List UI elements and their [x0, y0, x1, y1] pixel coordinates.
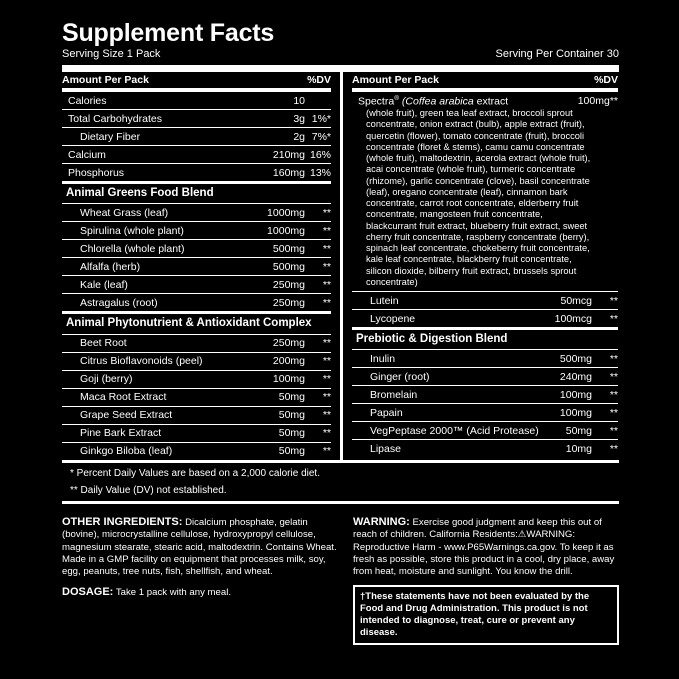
dosage-block — [62, 585, 337, 599]
table-row — [352, 439, 618, 457]
ingredient-amount: 200mg — [272, 355, 305, 368]
ingredient-name: Pine Bark Extract — [80, 427, 162, 440]
blend-title-prebiotic: Prebiotic & Digestion Blend — [352, 327, 618, 349]
bottom-info — [62, 515, 619, 645]
table-row — [62, 275, 331, 293]
nutrient-name: Phosphorus — [68, 166, 125, 179]
ingredient-name: Chlorella (whole plant) — [80, 242, 185, 255]
ingredient-dv: ** — [322, 445, 331, 458]
supplement-facts-panel — [62, 20, 619, 504]
nutrient-dv: 7%* — [311, 130, 331, 143]
table-row — [352, 367, 618, 385]
spectra-ingredient-list: (whole fruit), green tea leaf extract, broccoli sprout concentrate, onion extract (bulb), apple extract (fruit), quercetin (flower), tomato concentrate (fruit), broccoli concentrate (floret & stems), camu camu concentrate (whole fruit), maltodextrin, acerola extract (whole fruit), acai concentrate (whole fruit), turmeric concentrate (rhizome), garlic concentrate (clove), basil concentrate (leaf), oregano concentrate (leaf), cinnamon bark concentrate, carrot root concentrate, elderberry fruit concentrate, mangosteen fruit concentrate, blackcurrant fruit extract, blueberry fruit extract, sweet cherry fruit concentrate, raspberry concentrate (berry), spinach leaf concentrate, chokeberry fruit concentrate, kale leaf concentrate, blackberry fruit concentrate, silicon dioxide, bilberry fruit extract, brussels sprout concentrate) — [366, 108, 591, 287]
table-row-spectra — [352, 91, 618, 107]
blend-title-phyto: Animal Phytonutrient & Antioxidant Complex — [62, 311, 331, 333]
ingredient-name: Grape Seed Extract — [80, 409, 173, 422]
panel-title: Supplement Facts — [62, 19, 275, 47]
table-row — [62, 388, 331, 406]
nutrient-dv: 13% — [309, 166, 331, 179]
right-dv-header: %DV — [594, 74, 618, 87]
table-row — [62, 91, 331, 109]
ingredient-name: Ginger (root) — [370, 370, 430, 383]
ingredient-name: Lipase — [370, 442, 401, 455]
table-row — [62, 163, 331, 181]
panel-bottom-rule — [62, 501, 619, 504]
ingredient-dv: ** — [609, 370, 618, 383]
table-row — [62, 221, 331, 239]
nutrient-dv: 1%* — [311, 112, 331, 125]
ingredient-amount: 50mg — [278, 445, 305, 458]
table-row — [352, 349, 618, 367]
ingredient-name: VegPeptase 2000™ (Acid Protease) — [370, 424, 539, 437]
table-row — [352, 403, 618, 421]
ingredient-amount: 10mg — [565, 442, 592, 455]
ingredient-dv: ** — [322, 391, 331, 404]
ingredient-amount: 250mg — [272, 337, 305, 350]
ingredient-dv: ** — [322, 260, 331, 273]
ingredient-name: Citrus Bioflavonoids (peel) — [80, 355, 203, 368]
ingredient-amount: 100mg — [559, 388, 592, 401]
table-row — [62, 145, 331, 163]
right-column-header — [352, 72, 618, 88]
dosage-text: Take 1 pack with any meal. — [113, 587, 232, 599]
bottom-right-column — [345, 515, 619, 645]
panel-rule-thick — [62, 65, 619, 72]
ingredient-dv: ** — [322, 278, 331, 291]
warning-block — [353, 515, 619, 578]
ingredient-dv: ** — [322, 409, 331, 422]
nutrient-name: Total Carbohydrates — [68, 112, 162, 125]
ingredient-dv: ** — [609, 388, 618, 401]
nutrient-name: Dietary Fiber — [80, 130, 141, 143]
ingredient-amount: 500mg — [559, 352, 592, 365]
ingredient-amount: 50mg — [278, 391, 305, 404]
ingredient-dv: ** — [322, 224, 331, 237]
bottom-left-column — [62, 515, 345, 645]
ingredient-name: Wheat Grass (leaf) — [80, 206, 169, 219]
spectra-name: Spectra® (Coffea arabica extract — [358, 94, 509, 108]
nutrient-amount: 3g — [293, 112, 305, 125]
ingredient-amount: 1000mg — [267, 224, 305, 237]
table-row — [352, 309, 618, 327]
warning-label: WARNING: — [353, 516, 410, 528]
ingredient-dv: ** — [322, 373, 331, 386]
ingredient-dv: ** — [322, 296, 331, 309]
ingredient-dv: ** — [322, 206, 331, 219]
other-ingredients-text: Dicalcium phosphate, gelatin (bovine), microcrystalline cellulose, hydroxypropyl cellulose, magnesium stearate, stearic acid, maltodextrin. Contains Wheat. Made in a GMP facility on equipment that processes milk, soy, egg, peanuts, tree nuts, fish, shellfish, and wheat. — [62, 517, 337, 578]
ingredient-amount: 100mg — [272, 373, 305, 386]
ingredient-amount: 240mg — [559, 370, 592, 383]
ingredient-dv: ** — [322, 337, 331, 350]
table-row — [352, 421, 618, 439]
spectra-tail: extract — [473, 95, 509, 108]
right-column — [340, 72, 618, 459]
ingredient-dv: ** — [322, 242, 331, 255]
ingredient-name: Lutein — [370, 294, 399, 307]
ingredient-name: Kale (leaf) — [80, 278, 128, 291]
ingredient-name: Inulin — [370, 352, 396, 365]
other-ingredients-label: OTHER INGREDIENTS: — [62, 516, 183, 528]
ingredient-name: Ginkgo Biloba (leaf) — [80, 445, 173, 458]
table-row — [62, 293, 331, 311]
ingredient-dv: ** — [609, 406, 618, 419]
ingredient-name: Papain — [370, 406, 403, 419]
nutrient-dv: 16% — [309, 148, 331, 161]
other-ingredients-block — [62, 515, 337, 578]
blend-title-greens: Animal Greens Food Blend — [62, 181, 331, 203]
table-row — [62, 352, 331, 370]
ingredient-dv: ** — [609, 352, 618, 365]
table-row — [62, 442, 331, 460]
ingredient-dv: ** — [322, 355, 331, 368]
ingredient-amount: 100mg — [559, 406, 592, 419]
table-row — [62, 424, 331, 442]
ingredient-dv: ** — [609, 424, 618, 437]
fda-disclaimer-box: †These statements have not been evaluated by the Food and Drug Administration. This product is not intended to diagnose, treat, cure or prevent any disease. — [353, 585, 619, 645]
spectra-amount: 100mg — [577, 94, 610, 107]
ingredient-dv: ** — [609, 442, 618, 455]
right-amount-header: Amount Per Pack — [352, 74, 439, 87]
ingredient-name: Spirulina (whole plant) — [80, 224, 184, 237]
left-column-header — [62, 72, 331, 88]
serving-size: Serving Size 1 Pack — [62, 48, 161, 61]
ingredient-amount: 500mg — [272, 260, 305, 273]
ingredient-amount: 50mg — [565, 424, 592, 437]
table-row — [62, 239, 331, 257]
left-amount-header: Amount Per Pack — [62, 74, 149, 87]
table-row — [352, 385, 618, 403]
ingredient-amount: 100mcg — [554, 312, 592, 325]
ingredient-amount: 250mg — [272, 278, 305, 291]
ingredient-name: Beet Root — [80, 337, 127, 350]
ingredient-dv: ** — [609, 312, 618, 325]
left-dv-header: %DV — [307, 74, 331, 87]
table-row — [352, 291, 618, 309]
footnote-dv-not-established: ** Daily Value (DV) not established. — [70, 484, 227, 496]
dosage-label: DOSAGE: — [62, 586, 114, 599]
spectra-brand: Spectra — [358, 95, 395, 108]
table-row — [62, 203, 331, 221]
warning-text: Exercise good judgment and keep this out of reach of children. California Residents:⚠WARNING: Reproductive Harm - www.P65Warnings.ca.gov. To keep it as fresh as possible, store this product in a cool, dry place, away from heat, moisture and sunlight. You know the drill. — [353, 517, 615, 578]
ingredient-amount: 50mcg — [560, 294, 592, 307]
table-row — [62, 109, 331, 127]
footnote-dv-percent: * Percent Daily Values are based on a 2,000 calorie diet. — [70, 467, 320, 479]
spectra-latin: (Coffea arabica — [401, 95, 474, 108]
nutrient-amount: 160mg — [272, 166, 305, 179]
table-row — [62, 257, 331, 275]
ingredient-dv: ** — [609, 294, 618, 307]
ingredient-amount: 250mg — [272, 296, 305, 309]
ingredient-name: Lycopene — [370, 312, 416, 325]
left-column — [62, 72, 340, 459]
nutrient-name: Calories — [68, 94, 107, 107]
spectra-dv: ** — [609, 94, 618, 107]
ingredient-amount: 1000mg — [267, 206, 305, 219]
nutrient-amount: 2g — [293, 130, 305, 143]
table-row — [62, 334, 331, 352]
nutrient-amount: 10 — [293, 94, 305, 107]
ingredient-name: Bromelain — [370, 388, 418, 401]
ingredient-name: Goji (berry) — [80, 373, 133, 386]
table-row — [62, 406, 331, 424]
nutrient-amount: 210mg — [272, 148, 305, 161]
ingredient-name: Maca Root Extract — [80, 391, 167, 404]
table-row — [62, 127, 331, 145]
table-row — [62, 370, 331, 388]
ingredient-amount: 500mg — [272, 242, 305, 255]
ingredient-dv: ** — [322, 427, 331, 440]
serving-line — [62, 48, 619, 60]
ingredient-name: Astragalus (root) — [80, 296, 158, 309]
servings-per-container: Serving Per Container 30 — [495, 48, 619, 61]
ingredient-amount: 50mg — [278, 427, 305, 440]
panel-columns — [62, 72, 619, 459]
ingredient-amount: 50mg — [278, 409, 305, 422]
ingredient-name: Alfalfa (herb) — [80, 260, 141, 273]
nutrient-name: Calcium — [68, 148, 106, 161]
